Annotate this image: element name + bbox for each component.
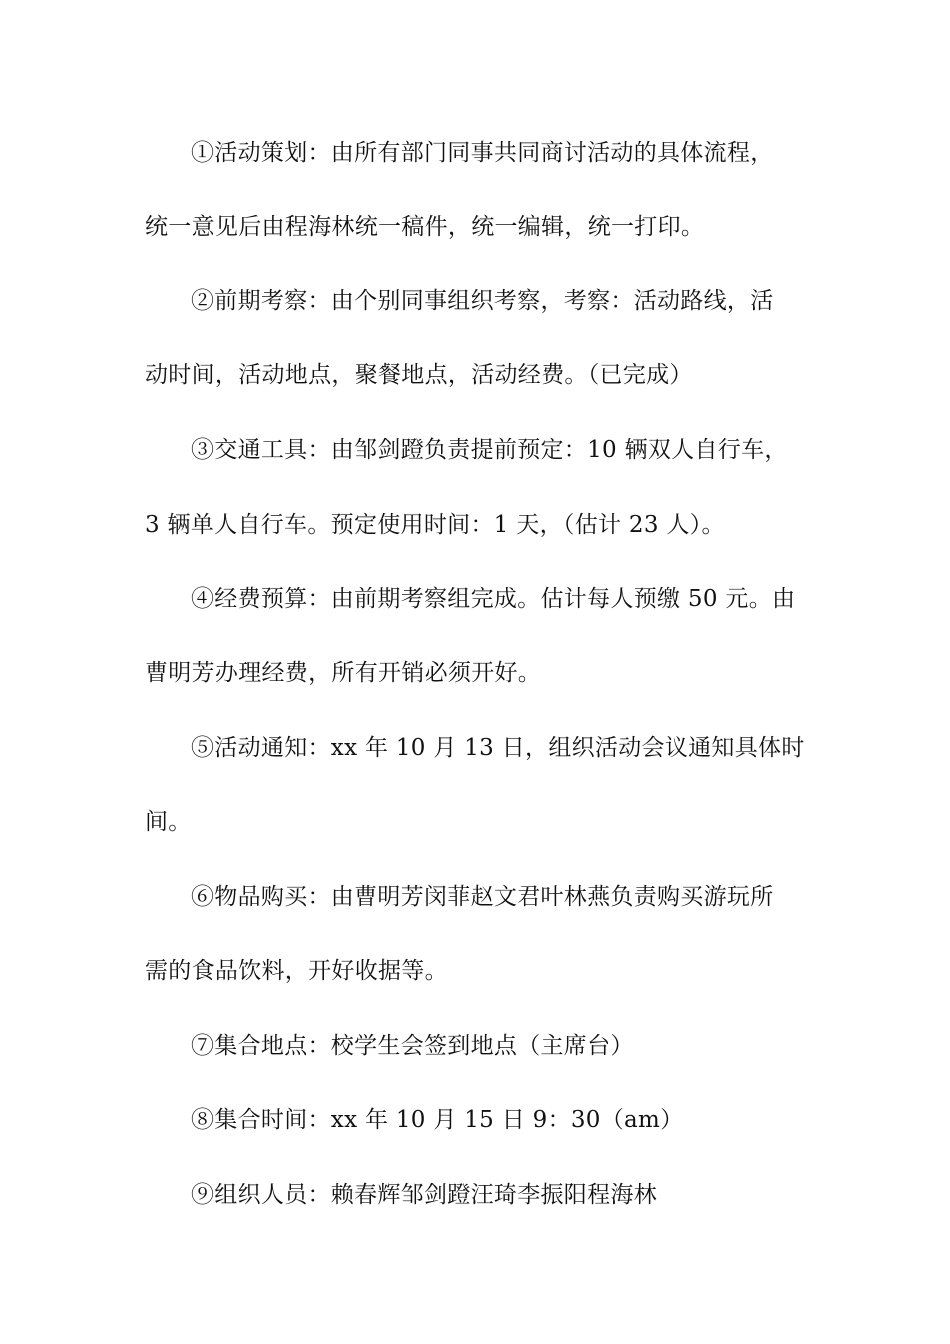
item-3-line-2: 3 辆单人自行车。预定使用时间：1 天，（估计 23 人）。 [145,512,725,538]
item-1-line-2: 统一意见后由程海林统一稿件，统一编辑，统一打印。 [145,214,705,240]
item-2-line-1: ②前期考察：由个别同事组织考察，考察：活动路线，活 [191,288,774,314]
item-6-line-2: 需的食品饮料，开好收据等。 [145,958,448,984]
item-8-line-1: ⑧集合时间：xx 年 10 月 15 日 9：30（am） [191,1107,684,1133]
item-6-line-1: ⑥物品购买：由曹明芳闵菲赵文君叶林燕负责购买游玩所 [191,884,774,910]
item-5-line-2: 间。 [145,809,192,835]
item-1-line-1: ①活动策划：由所有部门同事共同商讨活动的具体流程， [191,140,774,166]
item-7-line-1: ⑦集合地点：校学生会签到地点（主席台） [191,1033,634,1059]
item-4-line-2: 曹明芳办理经费，所有开销必须开好。 [145,660,542,686]
item-3-line-1: ③交通工具：由邹剑蹬负责提前预定：10 辆双人自行车， [191,437,788,463]
item-9-line-1: ⑨组织人员：赖春辉邹剑蹬汪琦李振阳程海林 [191,1182,657,1208]
item-2-line-2: 动时间，活动地点，聚餐地点，活动经费。（已完成） [145,362,693,388]
item-4-line-1: ④经费预算：由前期考察组完成。估计每人预缴 50 元。由 [191,586,796,612]
item-5-line-1: ⑤活动通知：xx 年 10 月 13 日，组织活动会议通知具体时 [191,735,805,761]
